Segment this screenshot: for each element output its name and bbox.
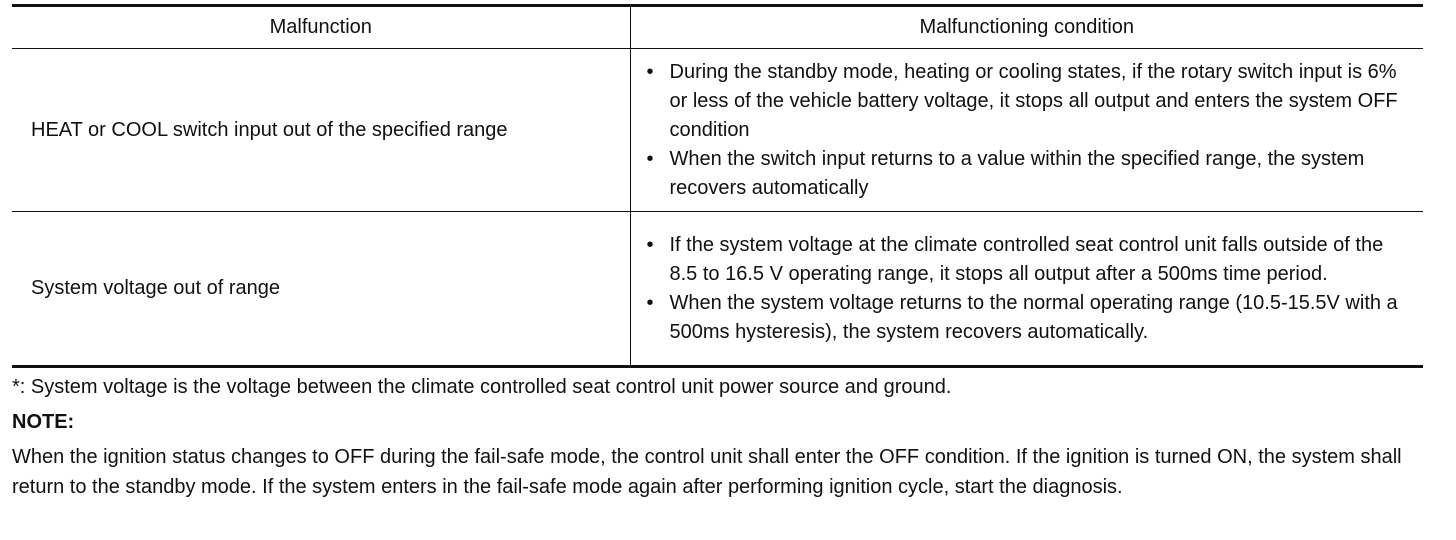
condition-item [631,231,1414,289]
bullet: • [646,233,654,256]
condition-item [631,58,1414,145]
condition-text: When the switch input returns to a value within the specified range, the system recovers automatically [669,147,1365,199]
table-header-row [12,6,1423,49]
footnote: *: System voltage is the voltage between the climate controlled seat control unit power source and ground. [12,376,952,398]
condition-item [631,145,1414,203]
condition-text: When the system voltage returns to the normal operating range (10.5-15.5V with a 500ms hysteresis), the system recovers automatically. [669,291,1398,343]
malfunction-cell: System voltage out of range [31,277,281,299]
condition-text: If the system voltage at the climate controlled seat control unit falls outside of the 8.5 to 16.5 V operating range, it stops all output after a 500ms time period. [669,233,1384,285]
document-page [12,4,1423,502]
bullet: • [646,60,654,83]
bullet: • [646,291,654,314]
table-row [12,49,1423,212]
note-heading: NOTE: [12,411,75,433]
fail-safe-table [12,4,1423,368]
condition-cell [630,49,1423,212]
condition-cell [630,212,1423,367]
note-body: When the ignition status changes to OFF during the fail-safe mode, the control unit shall enter the OFF condition. If the ignition is turned ON, the system shall return to the standby mode. If the system enters in the fail-safe mode again after performing ignition cycle, start the diagnosis. [12,446,1402,498]
bullet: • [646,147,654,170]
malfunction-cell: HEAT or COOL switch input out of the specified range [12,49,630,212]
condition-list [631,54,1424,207]
condition-list [631,227,1424,351]
table-row [12,212,1423,367]
condition-text: During the standby mode, heating or cooling states, if the rotary switch input is 6% or less of the vehicle battery voltage, it stops all output and enters the system OFF condition [669,60,1398,141]
condition-item [631,289,1414,347]
header-malfunctioning-condition: Malfunctioning condition [630,6,1423,49]
header-malfunction: Malfunction [12,6,630,49]
